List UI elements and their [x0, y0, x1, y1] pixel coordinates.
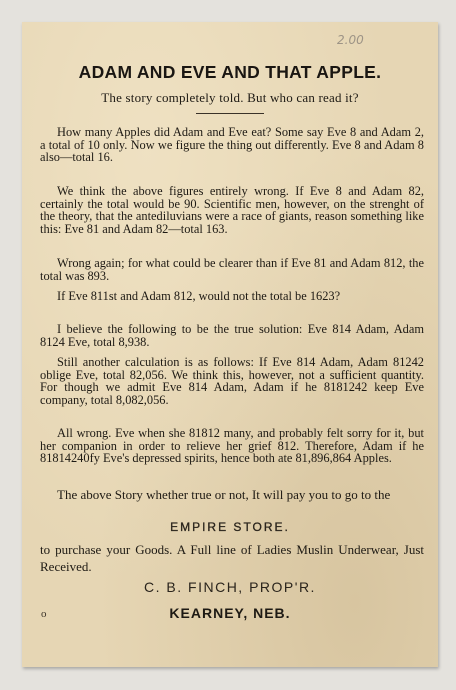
- promo-text-2: to purchase your Goods. A Full line of Ladies Muslin Underwear, Just Received.: [40, 542, 424, 574]
- proprietor-name: C. B. FINCH, PROP'R.: [144, 579, 316, 595]
- title-divider: [196, 113, 264, 114]
- promo-text-1: The above Story whether true or not, It will pay you to go to the: [57, 487, 391, 502]
- corner-mark: o: [41, 608, 47, 620]
- story-paragraph-2: We think the above figures entirely wrong. If Eve 8 and Adam 82, certainly the total would be 90. Scientific men, however, on the strenght of the theory, that the antediluvians were a race of giants, reason something like this: Eve 81 and Adam 82—total 163.: [40, 184, 424, 236]
- story-paragraph-1: How many Apples did Adam and Eve eat? Some say Eve 8 and Adam 2, a total of 10 only. Now we figure the thing out differently. Eve 8 and Adam 8 also—total 16.: [40, 125, 424, 165]
- store-name: EMPIRE STORE.: [170, 520, 290, 534]
- story-paragraph-4: If Eve 811st and Adam 812, would not the total be 1623?: [57, 289, 341, 303]
- card-title: ADAM AND EVE AND THAT APPLE.: [78, 62, 382, 82]
- story-paragraph-3: Wrong again; for what could be clearer than if Eve 81 and Adam 812, the total was 893.: [40, 256, 424, 283]
- city-name: KEARNEY, NEB.: [169, 605, 291, 621]
- story-paragraph-5: I believe the following to be the true solution: Eve 814 Adam, Adam 8124 Eve, total 8,938.: [40, 322, 424, 349]
- trade-card: [22, 22, 438, 667]
- pencil-price-note: 2.00: [337, 33, 364, 47]
- story-paragraph-6: Still another calculation is as follows: If Eve 814 Adam, Adam 81242 oblige Eve, total 82,056. We think this, however, not a sufficient quantity. For though we admit Eve 814 Adam, Adam if he 8181242 keep Eve company, total 8,082,056.: [40, 355, 424, 407]
- card-subtitle: The story completely told. But who can read it?: [101, 90, 359, 105]
- story-paragraph-7: All wrong. Eve when she 81812 many, and probably felt sorry for it, but her companion in order to relieve her grief 812. Therefore, Adam if he 81814240fy Eve's depressed spirits, hence both ate 81,896,864 Apples.: [40, 426, 424, 466]
